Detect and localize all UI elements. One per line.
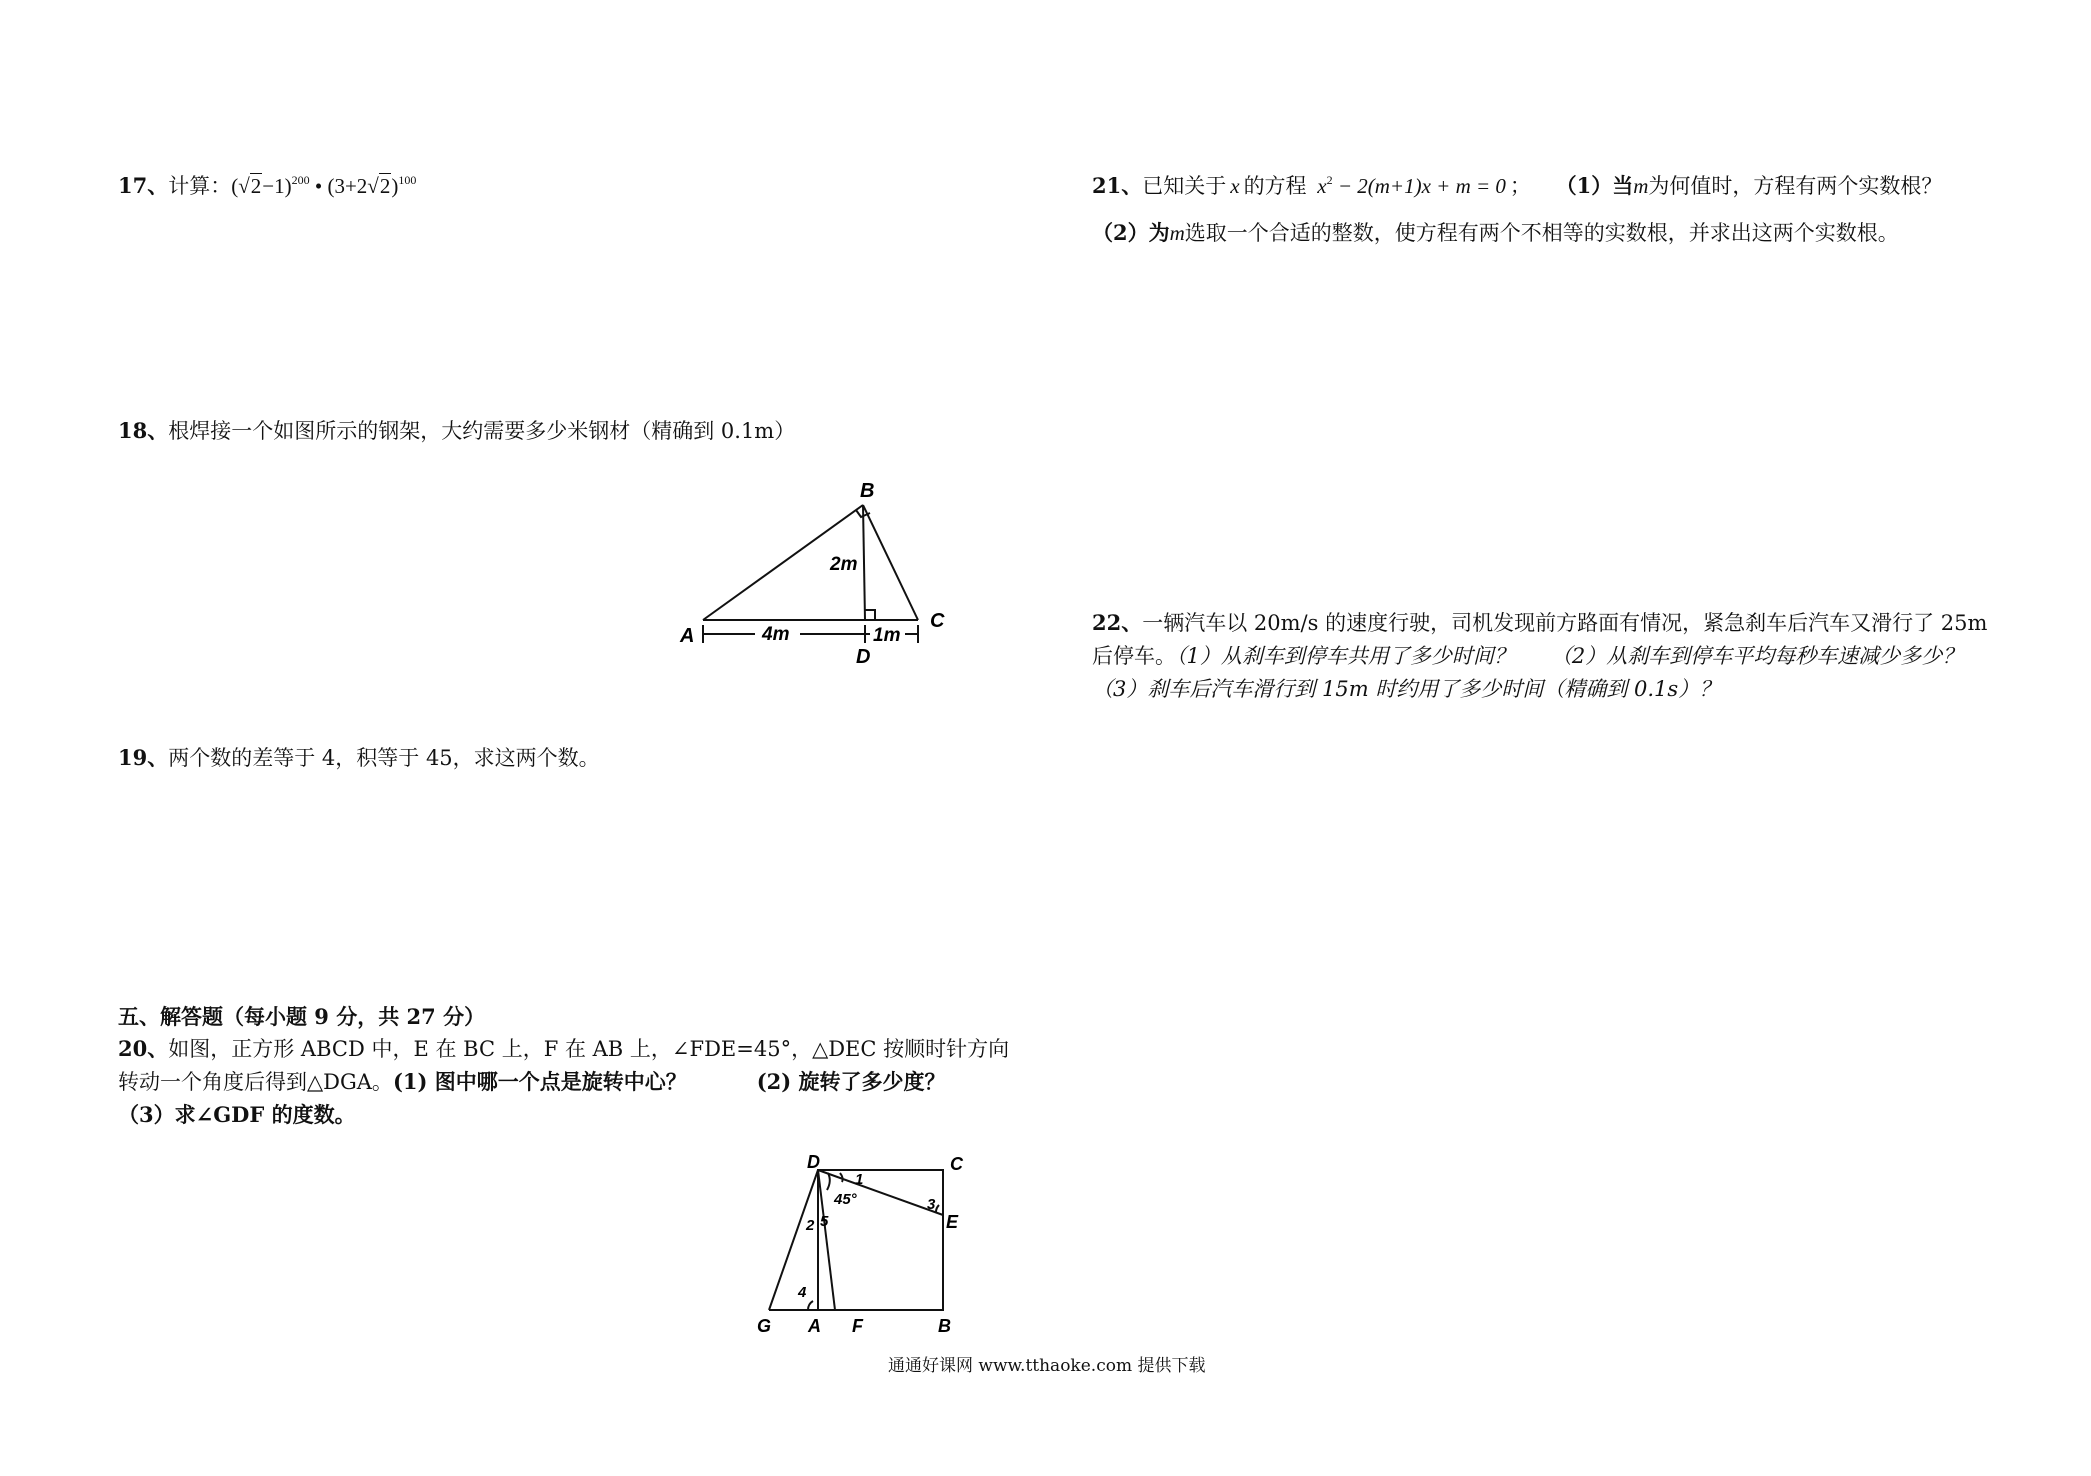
question-part-3: （3）求∠GDF 的度数。: [118, 1102, 356, 1127]
question-text: 根焊接一个如图所示的钢架，大约需要多少米钢材（精确到 0.1m）: [168, 419, 796, 443]
equation: $x^2 - 2(m+1)x + m = 0$: [1317, 173, 1506, 198]
question-part-2-prefix: （2）为: [1092, 220, 1170, 245]
question-part-1-prefix: （1）当: [1555, 173, 1634, 198]
label-C: C: [950, 1154, 963, 1174]
question-number: 20、: [118, 1036, 169, 1061]
square-rotation-figure: [750, 1150, 990, 1340]
angle-label-4: 4: [798, 1284, 807, 1301]
question-line-1: 一辆汽车以 20m/s 的速度行驶，司机发现前方路面有情况，紧急刹车后汽车又滑行了 25m: [1142, 611, 1988, 635]
question-21-part-2: [1092, 217, 1899, 250]
question-number: 18、: [118, 418, 169, 443]
question-number: 19、: [118, 745, 169, 770]
question-text: 已知关于: [1142, 174, 1227, 198]
question-part-1: （1）从刹车到停车共用了多少时间？: [1176, 644, 1515, 668]
length-AD: 4m: [762, 624, 790, 645]
label-E: E: [946, 1212, 959, 1232]
question-part-1: 为何值时，方程有两个实数根？: [1648, 174, 1943, 198]
label-A: A: [808, 1316, 821, 1336]
label-B: B: [938, 1316, 951, 1336]
label-C: C: [930, 610, 945, 632]
question-19: [118, 742, 600, 775]
label-A: A: [680, 625, 695, 647]
angle-label-3: 3: [927, 1196, 936, 1213]
length-DC: 1m: [873, 625, 901, 646]
angle-label-5: 5: [820, 1213, 829, 1230]
question-label: 计算：: [168, 174, 232, 198]
length-BD: 2m: [830, 554, 858, 575]
math-expression: $(√2-1)^{200}$ • $(3+2√2)^{100}$: [231, 173, 417, 198]
label-D: D: [807, 1152, 820, 1172]
footer-source: 通通好课网 www.tthaoke.com 提供下载: [888, 1356, 1206, 1376]
label-D: D: [856, 646, 871, 668]
question-number: 22、: [1092, 610, 1143, 635]
question-18: [118, 415, 795, 448]
question-part-2: 选取一个合适的整数，使方程有两个不相等的实数根，并求出这两个实数根。: [1184, 221, 1899, 245]
question-text: 两个数的差等于 4，积等于 45，求这两个数。: [168, 746, 600, 770]
question-20-line-2: [118, 1066, 946, 1099]
variable-x: x: [1230, 174, 1240, 198]
question-22: [1092, 607, 1987, 640]
question-17: [118, 170, 416, 203]
question-line-2: 转动一个角度后得到△DGA。: [118, 1070, 393, 1094]
question-line-1: 如图，正方形 ABCD 中，E 在 BC 上，F 在 AB 上，∠FDE=45°，△DEC 按顺时针方向: [168, 1037, 1010, 1061]
variable-m: m: [1169, 221, 1185, 245]
label-F: F: [852, 1316, 863, 1336]
question-22-part-3: （3）刹车后汽车滑行到 15m 时约用了多少时间（精确到 0.1s）？: [1092, 677, 1721, 701]
question-line-2: 后停车。: [1092, 644, 1176, 668]
section-heading: 五、解答题（每小题 9 分，共 27 分）: [118, 1004, 486, 1029]
question-text: 的方程: [1243, 174, 1307, 198]
question-number: 17、: [118, 173, 169, 198]
variable-m: m: [1633, 174, 1649, 198]
angle-label-1: 1: [855, 1171, 864, 1188]
question-22-line-2: [1092, 640, 1963, 673]
label-B: B: [860, 480, 875, 502]
question-part-1: (1) 图中哪一个点是旋转中心？: [392, 1069, 687, 1094]
angle-label-45: 45°: [834, 1191, 857, 1208]
question-part-2: （2）从刹车到停车平均每秒车速减少多少？: [1550, 644, 1964, 668]
question-20: [118, 1033, 1009, 1066]
label-G: G: [757, 1316, 772, 1336]
question-21: 21、已知关于 x 的方程 $x^2 - 2(m+1)x + m = 0$ ； （1）当m为何值时，方程有两个实数根？: [1092, 173, 1943, 198]
angle-label-2: 2: [806, 1217, 815, 1234]
steel-frame-figure: [680, 475, 970, 668]
question-number: 21、: [1092, 173, 1143, 198]
question-part-2: (2) 旋转了多少度？: [756, 1069, 946, 1094]
